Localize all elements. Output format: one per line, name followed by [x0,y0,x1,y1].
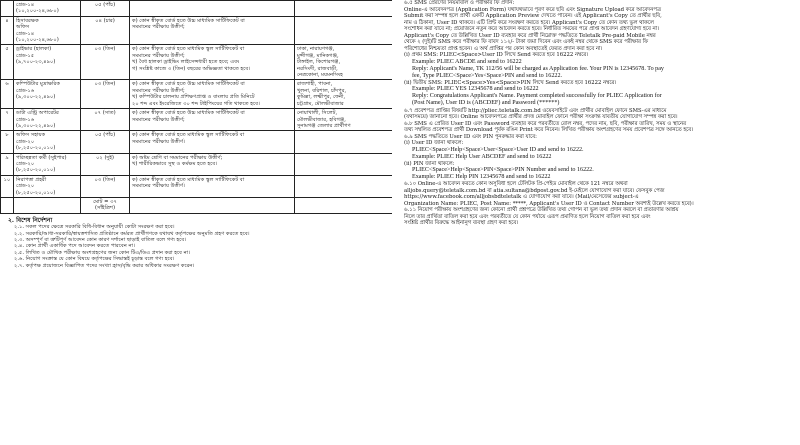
post-line: হিসাবরক্ষক [16,17,39,24]
requirement-line: সমমানের পরীক্ষায় উত্তীর্ণ; [132,116,185,123]
post-line: অফিস সহায়ক [16,132,46,139]
instruction-line: ২.৬. নিয়োগ সংক্রান্ত যে কোন বিষয়ে কর্তৃপক্ষের সিদ্ধান্তই চূড়ান্ত বলে গণ্য হবে। [14,256,175,263]
post-line: গ্রেড-২০ [16,160,35,167]
text-line: ৬.৯ SMS পদ্ধতিতে User ID এবং PIN পুনরুদ্ধার করা যাবে: [404,133,537,140]
post-cell [14,1,81,17]
post-line: (৯,৩০০-২২,৪৯০) [16,94,56,101]
count-cell: ০২ (দুই) [81,153,130,175]
requirement-line: ২০ শব্দ এবং ইংরেজিতে ৩০ শব্দ টাইপিংয়ের গতি থাকতে হবে। [132,100,260,107]
area-line: টাঙ্গাইল, কিশোরগঞ্জ, [297,59,341,66]
job-table [0,0,392,214]
requirement-line: সমমানের পরীক্ষায় উত্তীর্ণ। [132,183,185,190]
serial-cell: ৮ [1,131,14,153]
table-row [1,175,393,197]
text-line: Example: PLIEC Help PIN 12345678 and send to 16222 [412,174,551,181]
area-line: নোয়াখালী, সিলেট, [297,110,338,117]
post-line: ডাটা এন্ট্রি অপারেটর [16,110,59,117]
instruction-line: ২.৭. কর্তৃপক্ষ প্রয়োজনে বিজ্ঞাপিত পদের সংখ্যা হ্রাস/বৃদ্ধি করার অধিকার সংরক্ষণ করেন। [14,262,195,269]
text-line: Organization Name: PLIEC, Post Name: *****, Applicant's User ID ও Contact Number অবশ্যই উল্লেখ করতে হবে)। [404,200,694,207]
post-line: (১০,২০০-২৪,৬৮০) [16,8,59,15]
post-line: গ্রেড-১৬ [16,87,35,94]
count-cell: মোট = ৩৭ (সাঁইত্রিশ) [81,197,130,213]
area-line: চট্টগ্রাম, মৌলভীবাজার [297,100,344,107]
requirement-line: ক) কোন স্বীকৃত বোর্ড হতে মাধ্যমিক স্কুল সার্টিফিকেট বা [132,132,245,139]
text-line: পরিশোধের নিশ্চয়তা প্রাপ্ত হবেন। এ অর্থ প্রাপ্তির পর কোন অবস্থাতেই ফেরত প্রদান করা হবে না। [404,45,603,52]
requirement-line: সমমানের পরীক্ষায় উত্তীর্ণ; [132,24,185,31]
requirement-line: খ) কম্পিউটার চালনায় প্রশিক্ষণপ্রাপ্ত ও বাংলায় প্রতি মিনিটে [132,94,255,101]
post-line: গ্রেড-১৫ [16,52,35,59]
count-cell: ০৪ (চার) [81,16,130,45]
table-row [1,131,393,153]
text-line: Example: PLIEC YES 12345678 and send to 16222 [412,86,539,93]
text-line: (যথাসময়ে) জানানো হবে। Online আবেদনপত্রে প্রার্থীর প্রদত্ত মোবাইল ফোনে পরীক্ষা সংক্রান্ত যাবতীয় যোগাযোগ সম্পন্ন করা হবে। [404,114,678,121]
text-line: ৬.৮ SMS এ প্রেরিত User ID এবং Password ব্যবহার করে পরবর্তীতে রোল নম্বর, পদের নাম, ছবি, পরীক্ষার তারিখ, সময় ও স্থানের [404,120,687,127]
area-line: সুনামগঞ্জ জেলার প্রার্থীগণ [297,122,351,129]
text-line: ৬.১০ Online-এ আবেদন করতে কোন অসুবিধা হলে টেলিটক প্রি-পেইড মোবাইল থেকে 121 নম্বরে অথবা [404,181,628,188]
serial-cell: ৬ [1,80,14,109]
table-row [1,197,393,213]
text-line: ৬.৫ SMS প্রেরণের নিয়মাবলি ও পরীক্ষার ফি প্রদান: [404,0,515,6]
text-line: https://www.facebook.com/alljobsbdteletalk এ যোগাযোগ করা যাবে। (Mail/মেসেজের subject-এ [404,194,639,201]
instruction-line: ২.৩. অসম্পূর্ণ বা ত্রুটিপূর্ণ আবেদন কোন কারণ দর্শানো ছাড়াই বাতিল বলে গণ্য হবে। [14,237,187,243]
post-line: (১০,২০০-২৪,৬৮০) [16,37,59,44]
post-line: নিরাপত্তা প্রহরী [16,176,47,183]
requirement-line: খ) বৈধ হালকা ড্রাইভিং লাইসেন্সধারী হতে হবে; এবং [132,59,240,66]
post-cell [14,131,81,153]
text-line: তথ্য সম্বলিত প্রবেশপত্র প্রার্থী Download পূর্বক রঙিন Print করে নিবেন। লিখিত পরীক্ষায় অংশগ্রহণের সময় প্রবেশপত্র সঙ্গে আনতে হবে। [404,127,694,134]
area-line: ঢাকা, নারায়ণগঞ্জ, [297,46,335,53]
post-line: গ্রেড-১৪ [16,30,35,37]
post-line: কম্পিউটার মুদ্রাক্ষরিক [16,81,60,88]
serial-cell: ৭ [1,109,14,131]
text-line: Online-এ আবেদনপত্র (Application Form) যথাযথভাবে পূরণ করে ছবি এবং Signature Upload করে আবেদনপত্র [404,6,661,13]
post-line: (৯,৩০০-২২,৪৯০) [16,122,56,129]
special-instructions [0,218,392,269]
table-row [1,1,393,17]
count-cell: ০৭ (সাত) [81,109,130,131]
area-cell [295,45,393,80]
requirement-line: ক) কোন স্বীকৃত বোর্ড হতে মাধ্যমিক স্কুল সার্টিফিকেট বা [132,46,245,53]
requirement-cell [130,80,295,109]
text-line: ৬.১১ নিয়োগ পরীক্ষায় অংশগ্রহণের জন্য কোনো প্রার্থী প্রশ্নপত্রে উল্লিখিত তথ্য গোপন বা ভুল তথ্য প্রদান করলে বা প্রতারণার আশ্রয় [404,207,679,214]
requirement-line: সমমানের পরীক্ষায় উত্তীর্ণ; [132,87,185,94]
text-line: (i) প্রথম SMS: PLIEC<Space>User ID লিখে Send করতে হবে 16222 নম্বরে। [404,52,589,58]
area-line: নরসিংদী, রাজবাড়ী, [297,65,338,72]
text-line: PLIEC<Space>Help<Space>PIN<Space>PIN Number and send to 16222. [412,167,594,174]
requirement-line: ক) কোন স্বীকৃত বোর্ড হতে উচ্চ মাধ্যমিক সার্টিফিকেট বা [132,17,245,24]
post-cell [14,197,81,213]
count-cell: ০৩ (তিন) [81,45,130,80]
post-cell [14,45,81,80]
instruction-line: ২.৫. লিখিত ও মৌখিক পরীক্ষায় অংশগ্রহণের জন্য কোন টিএ/ডিএ প্রদান করা হবে না। [14,249,191,256]
serial-cell [1,197,14,213]
requirement-line: ক) কোন স্বীকৃত বোর্ড হতে উচ্চ মাধ্যমিক সার্টিফিকেট বা [132,110,245,117]
text-line: (ii) দ্বিতীয় SMS: PLIEC<Space>Yes<Space>PIN লিখে Send করতে হবে 16222 নম্বরে। [404,79,617,86]
area-cell [295,197,393,213]
area-cell [295,175,393,197]
count-cell: ০৩ (তিন) [81,80,130,109]
serial-cell: ৯ [1,153,14,175]
instruction-line: ২.৪. কোন প্রার্থী একাধিক পদে আবেদন করতে পারবেন না। [14,243,135,250]
count-cell: ০৩ (তিন) [81,175,130,197]
area-cell [295,16,393,45]
instruction-line: ২.১. সকল পদের ক্ষেত্রে সরকারি বিধি-বিধান অনুযায়ী কোটা সংরক্ষণ করা হবে। [14,224,175,231]
area-line: রাজশাহী, পাবনা, [297,81,333,88]
post-line: (৮,২৫০-২০,০১০) [16,189,56,196]
text-line: fee, Type PLIEC<Space>Yes<Space>PIN and send to 16222. [412,72,563,79]
text-line: ৬.৭ প্রবেশপত্র প্রাপ্তির বিষয়টি http://pliec.teletalk.com.bd ওয়েবসাইটে এবং প্রার্থীর মোবাইল ফোনে SMS-এর মাধ্যমে [404,107,667,114]
requirement-cell [130,45,295,80]
text-line: PLIEC<Space>Help<Space>User<Space>User ID and send to 16222. [412,146,584,153]
requirement-line: সমমানের পরীক্ষায় উত্তীর্ণ। [132,138,185,145]
table-row [1,153,393,175]
text-line: সংশ্লিষ্ট প্রার্থীর বিরুদ্ধে আইনানুগ ব্যবস্থা গ্রহণ করা হবে। [404,220,519,227]
text-line: সংশোধন করা যাবে না; প্রয়োজনে নতুন করে আবেদন করতে হবে। নির্ধারিত সময়ের পরে প্রাপ্ত আবেদন গ্রহণযোগ্য হবে না। [404,26,660,32]
post-line: অফিস [16,24,30,31]
text-line: নিলে তার প্রার্থিতা বাতিল করা হবে এবং পরবর্তীতে যে কোন পর্যায়ে এরূপ প্রমাণিত হলে নিয়োগ বাতিল করা হবে এবং [404,213,651,220]
requirement-cell [130,131,295,153]
text-line: থেকে ২ (দুই)টি SMS করে পরীক্ষার ফি বাবদ ১১২/- টাকা জমা দিবেন এবং একই নম্বর থেকে SMS করে পরীক্ষার ফি [404,39,648,45]
requirement-cell [130,153,295,175]
requirement-line: খ) শারীরিকভাবে সুস্থ ও কর্মক্ষম হতে হবে। [132,160,218,167]
area-cell [295,80,393,109]
post-cell [14,153,81,175]
post-line: ড্রাইভার (হালকা) [16,46,52,53]
count-cell: ০৫ (পাঁচ) [81,131,130,153]
instruction-line: ২.২. সরকারি/আধা-সরকারি/স্বায়ত্তশাসিত প্রতিষ্ঠানে কর্মরত প্রার্থীগণকে যথাযথ কর্তৃপক্ষের অনুমতি গ্রহণ করতে হবে। [14,230,250,237]
post-line: গ্রেড-২০ [16,138,35,145]
requirement-cell [130,197,295,213]
left-column [0,0,392,445]
serial-cell: ১০ [1,175,14,197]
post-line: (৮,২৫০-২০,০১০) [16,145,56,152]
text-line: নাম ও ঠিকানা, User ID থাকবে। এটি প্রিন্ট করে সংরক্ষণ করতে হবে। Applicant's Copy তে কোন তথ্য ভুল থাকলে [404,19,654,26]
area-line: কুমিল্লা, লক্ষ্মীপুর, ফেনী, [297,94,346,101]
requirement-cell [130,16,295,45]
right-column [404,0,797,445]
text-line: (i) User ID জানা থাকলে: [404,140,464,147]
text-line: Example: PLIEC Help User ABCDEF and send to 16222 [412,153,552,160]
text-line: Example: PLIEC ABCDE and send to 16222 [412,58,522,65]
requirement-cell [130,109,295,131]
text-line: alljobs.query@teletalk.com.bd বা atia.sultana@bdpost.gov.bd ই-মেইলে যোগাযোগ করা যাবে। ফেসবুক পেজ [404,187,665,194]
post-cell [14,175,81,197]
requirement-cell [130,1,295,17]
text-line: (ii) PIN জানা থাকলে: [404,160,455,167]
serial-cell [1,1,14,17]
table-row [1,109,393,131]
count-cell: ০৫ (পাঁচ) [81,1,130,17]
post-line: গ্রেড-১৬ [16,116,35,123]
area-line: মৌলভীবাজার, হবিগঞ্জ, [297,116,346,123]
text-line: (Post Name), User ID is (ABCDEF) and Password (******) [412,100,560,107]
requirement-line: ক) অষ্টম শ্রেণি বা সমমানের পরীক্ষায় উত্তীর্ণ; [132,154,223,161]
area-line: মুন্সীগঞ্জ, মানিকগঞ্জ, [297,52,339,59]
post-line: গ্রেড-১৪ [16,2,35,8]
post-cell [14,16,81,45]
area-line: খুলনা, বরিশাল, চাঁদপুর, [297,87,347,94]
post-line: গ্রেড-২০ [16,183,35,190]
post-line: পরিচ্ছন্নতা কর্মী (সুইপার) [16,154,67,161]
serial-cell: ৫ [1,45,14,80]
text-line: Reply: Applicant's Name, TK 112/56 will be charged as Application fee. Your PIN is 12345678. To pay [412,65,664,72]
text-line: Reply: Congratulations Applicant's Name. Payment completed successfully for PLIEC Application for [412,93,662,100]
table-row [1,16,393,45]
post-cell [14,109,81,131]
area-cell [295,1,393,17]
requirement-line: ক) কোন স্বীকৃত বোর্ড হতে মাধ্যমিক স্কুল সার্টিফিকেট বা [132,176,245,183]
area-cell [295,109,393,131]
text-line: Applicant's Copy তে উল্লিখিত User ID ব্যবহার করে প্রার্থী নিম্নোক্ত পদ্ধতিতে Teletalk Pre-paid Mobile নম্বর [404,32,656,39]
post-line: (৯,৭০০-২৩,৪৯০) [16,59,56,66]
table-row [1,80,393,109]
post-cell [14,80,81,109]
requirement-line: ক) কোন স্বীকৃত বোর্ড হতে উচ্চ মাধ্যমিক সার্টিফিকেট বা [132,81,245,88]
requirement-cell [130,175,295,197]
area-line: নেত্রকোনা, ময়মনসিংহ [297,72,343,79]
area-cell [295,153,393,175]
instructions-heading: ২. বিশেষ নির্দেশনা [8,216,53,224]
requirement-line: গ) সংশ্লিষ্ট কাজে ৩ (তিন) বছরের অভিজ্ঞতা থাকতে হবে। [132,65,251,72]
table-row [1,45,393,80]
text-line: Submit করা সম্পন্ন হলে প্রার্থী একটি Application Preview দেখতে পাবেন। এই Applicant's Copy তে প্রার্থীর ছবি, [404,13,662,19]
area-cell [295,131,393,153]
requirement-line: সমমানের পরীক্ষায় উত্তীর্ণ; [132,52,185,59]
post-line: (৮,২৫০-২০,০১০) [16,167,56,174]
serial-cell: ৪ [1,16,14,45]
